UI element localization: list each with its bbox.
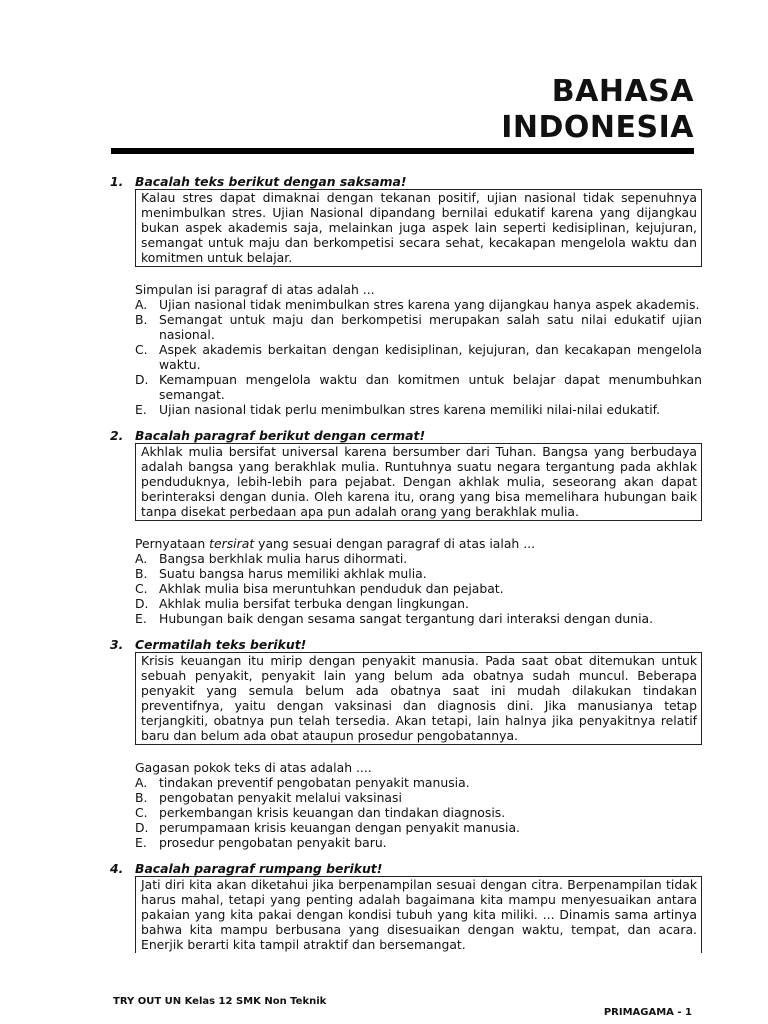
option-text: pengobatan penyakit melalui vaksinasi: [159, 790, 402, 805]
answer-options: [135, 551, 702, 626]
option-text: prosedur pengobatan penyakit baru.: [159, 835, 387, 850]
option-text: Ujian nasional tidak perlu menimbulkan stres karena memiliki nilai-nilai edukatif.: [159, 402, 661, 417]
footer-exam-title: TRY OUT UN Kelas 12 SMK Non Teknik: [113, 996, 327, 1007]
option-text: Hubungan baik dengan sesama sangat tergantung dari interaksi dengan dunia.: [159, 611, 654, 626]
question-heading: [110, 861, 702, 876]
answer-options: [135, 775, 702, 850]
option-letter: A.: [135, 297, 148, 312]
reading-passage: Jati diri kita akan diketahui jika berpenampilan sesuai dengan citra. Berpenampilan tidak harus mahal, tetapi yang penting adalah bagaimana kita mampu menyesuaikan antara pakaian yang kita pakai dengan kondisi tubuh yang kita miliki. ... Dinamis sama artinya bahwa kita mampu berbusana yang disesuaikan dengan waktu, tempat, dan acara. Enerjik berarti kita tampil atraktif dan bersemangat.: [135, 876, 702, 953]
option-text: tindakan preventif pengobatan penyakit manusia.: [159, 775, 470, 790]
question-stem: [135, 282, 702, 297]
option-text: Semangat untuk maju dan berkompetisi merupakan salah satu nilai edukatif ujian nasional.: [159, 312, 702, 342]
question-1: [110, 174, 702, 417]
option-letter: B.: [135, 790, 148, 805]
question-number: 3.: [110, 637, 124, 652]
option-letter: B.: [135, 312, 148, 327]
question-number: 4.: [110, 861, 124, 876]
question-number: 2.: [110, 428, 124, 443]
option-d[interactable]: [135, 596, 702, 611]
reading-passage: Akhlak mulia bersifat universal karena bersumber dari Tuhan. Bangsa yang berbudaya adalah bangsa yang berakhlak mulia. Runtuhnya suatu negara tergantung pada akhlak penduduknya, lebih-lebih para pejabat. Dengan akhlak mulia, seseorang akan dapat berinteraksi dengan dunia. Oleh karena itu, orang yang bisa memelihara hubungan baik tanpa disekat perbedaan apa pun adalah orang yang berakhlak mulia.: [135, 443, 702, 521]
title-line-1: BAHASA: [551, 74, 694, 109]
option-letter: D.: [135, 820, 149, 835]
option-text: Suatu bangsa harus memiliki akhlak mulia.: [159, 566, 427, 581]
page-title: [501, 74, 694, 146]
option-text: Akhlak mulia bersifat terbuka dengan lingkungan.: [159, 596, 469, 611]
footer-page-label: PRIMAGAMA - 1: [603, 1007, 692, 1018]
option-letter: C.: [135, 805, 148, 820]
option-text: Aspek akademis berkaitan dengan kedisiplinan, kejujuran, dan kecakapan mengelola waktu.: [159, 342, 702, 372]
option-text: perkembangan krisis keuangan dan tindakan diagnosis.: [159, 805, 506, 820]
stem-text-start: Pernyataan: [135, 536, 210, 551]
reading-passage: Krisis keuangan itu mirip dengan penyakit manusia. Pada saat obat ditemukan untuk sebuah penyakit, penyakit lain yang belum ada obatnya sudah muncul. Beberapa penyakit yang semula belum ada obatnya saat ini mudah dilakukan tindakan preventifnya, yaitu dengan vaksinasi dan diagnosis dini. Jika manusianya tetap terjangkiti, obatnya pun telah tersedia. Akan tetapi, lain halnya jika penyakitnya relatif baru dan belum ada obat ataupun prosedur pengobatannya.: [135, 652, 702, 745]
question-instruction: Bacalah teks berikut dengan saksama!: [135, 174, 407, 189]
stem-emphasis: tersirat: [209, 536, 255, 551]
question-number: 1.: [110, 174, 124, 189]
option-e[interactable]: [135, 402, 702, 417]
question-3: [110, 637, 702, 850]
reading-passage: Kalau stres dapat dimaknai dengan tekanan positif, ujian nasional tidak sepenuhnya menimbulkan stres. Ujian Nasional dipandang bernilai edukatif karena yang dijangkau bukan aspek akademis saja, melainkan juga aspek lain seperti kedisiplinan, kejujuran, semangat untuk maju dan berkompetisi secara sehat, kecakapan mengelola waktu dan komitmen untuk belajar.: [135, 189, 702, 267]
option-e[interactable]: [135, 611, 702, 626]
option-text: Bangsa berkhlak mulia harus dihormati.: [159, 551, 408, 566]
option-letter: E.: [135, 611, 147, 626]
stem-text: Simpulan isi paragraf di atas adalah ...: [135, 282, 375, 297]
question-stem: [135, 536, 702, 551]
question-heading: [110, 637, 702, 652]
stem-text: Gagasan pokok teks di atas adalah ....: [135, 760, 372, 775]
option-a[interactable]: [135, 551, 702, 566]
option-letter: C.: [135, 581, 148, 596]
option-b[interactable]: [135, 566, 702, 581]
question-stem: [135, 760, 702, 775]
option-letter: E.: [135, 402, 147, 417]
option-d[interactable]: [135, 372, 702, 402]
option-letter: A.: [135, 551, 148, 566]
question-heading: [110, 428, 702, 443]
question-list: [110, 174, 702, 964]
option-letter: D.: [135, 372, 149, 387]
title-line-2: INDONESIA: [501, 110, 694, 145]
question-heading: [110, 174, 702, 189]
question-instruction: Bacalah paragraf berikut dengan cermat!: [135, 428, 426, 443]
option-text: Kemampuan mengelola waktu dan komitmen untuk belajar dapat menumbuhkan semangat.: [159, 372, 702, 402]
question-instruction: Cermatilah teks berikut!: [135, 637, 307, 652]
question-2: [110, 428, 702, 626]
option-letter: D.: [135, 596, 149, 611]
answer-options: [135, 297, 702, 417]
option-d[interactable]: [135, 820, 702, 835]
question-4: [110, 861, 702, 953]
option-letter: B.: [135, 566, 148, 581]
option-text: Akhlak mulia bisa meruntuhkan penduduk dan pejabat.: [159, 581, 504, 596]
title-divider: [111, 148, 694, 154]
stem-text-end: yang sesuai dengan paragraf di atas ialah ...: [254, 536, 536, 551]
option-c[interactable]: [135, 805, 702, 820]
option-letter: C.: [135, 342, 148, 357]
option-c[interactable]: [135, 581, 702, 596]
option-text: perumpamaan krisis keuangan dengan penyakit manusia.: [159, 820, 520, 835]
option-a[interactable]: [135, 775, 702, 790]
option-b[interactable]: [135, 790, 702, 805]
option-letter: A.: [135, 775, 148, 790]
question-instruction: Bacalah paragraf rumpang berikut!: [135, 861, 383, 876]
option-b[interactable]: [135, 312, 702, 342]
option-letter: E.: [135, 835, 147, 850]
option-e[interactable]: [135, 835, 702, 850]
option-text: Ujian nasional tidak menimbulkan stres karena yang dijangkau hanya aspek akademis.: [159, 297, 700, 312]
option-a[interactable]: [135, 297, 702, 312]
option-c[interactable]: [135, 342, 702, 372]
